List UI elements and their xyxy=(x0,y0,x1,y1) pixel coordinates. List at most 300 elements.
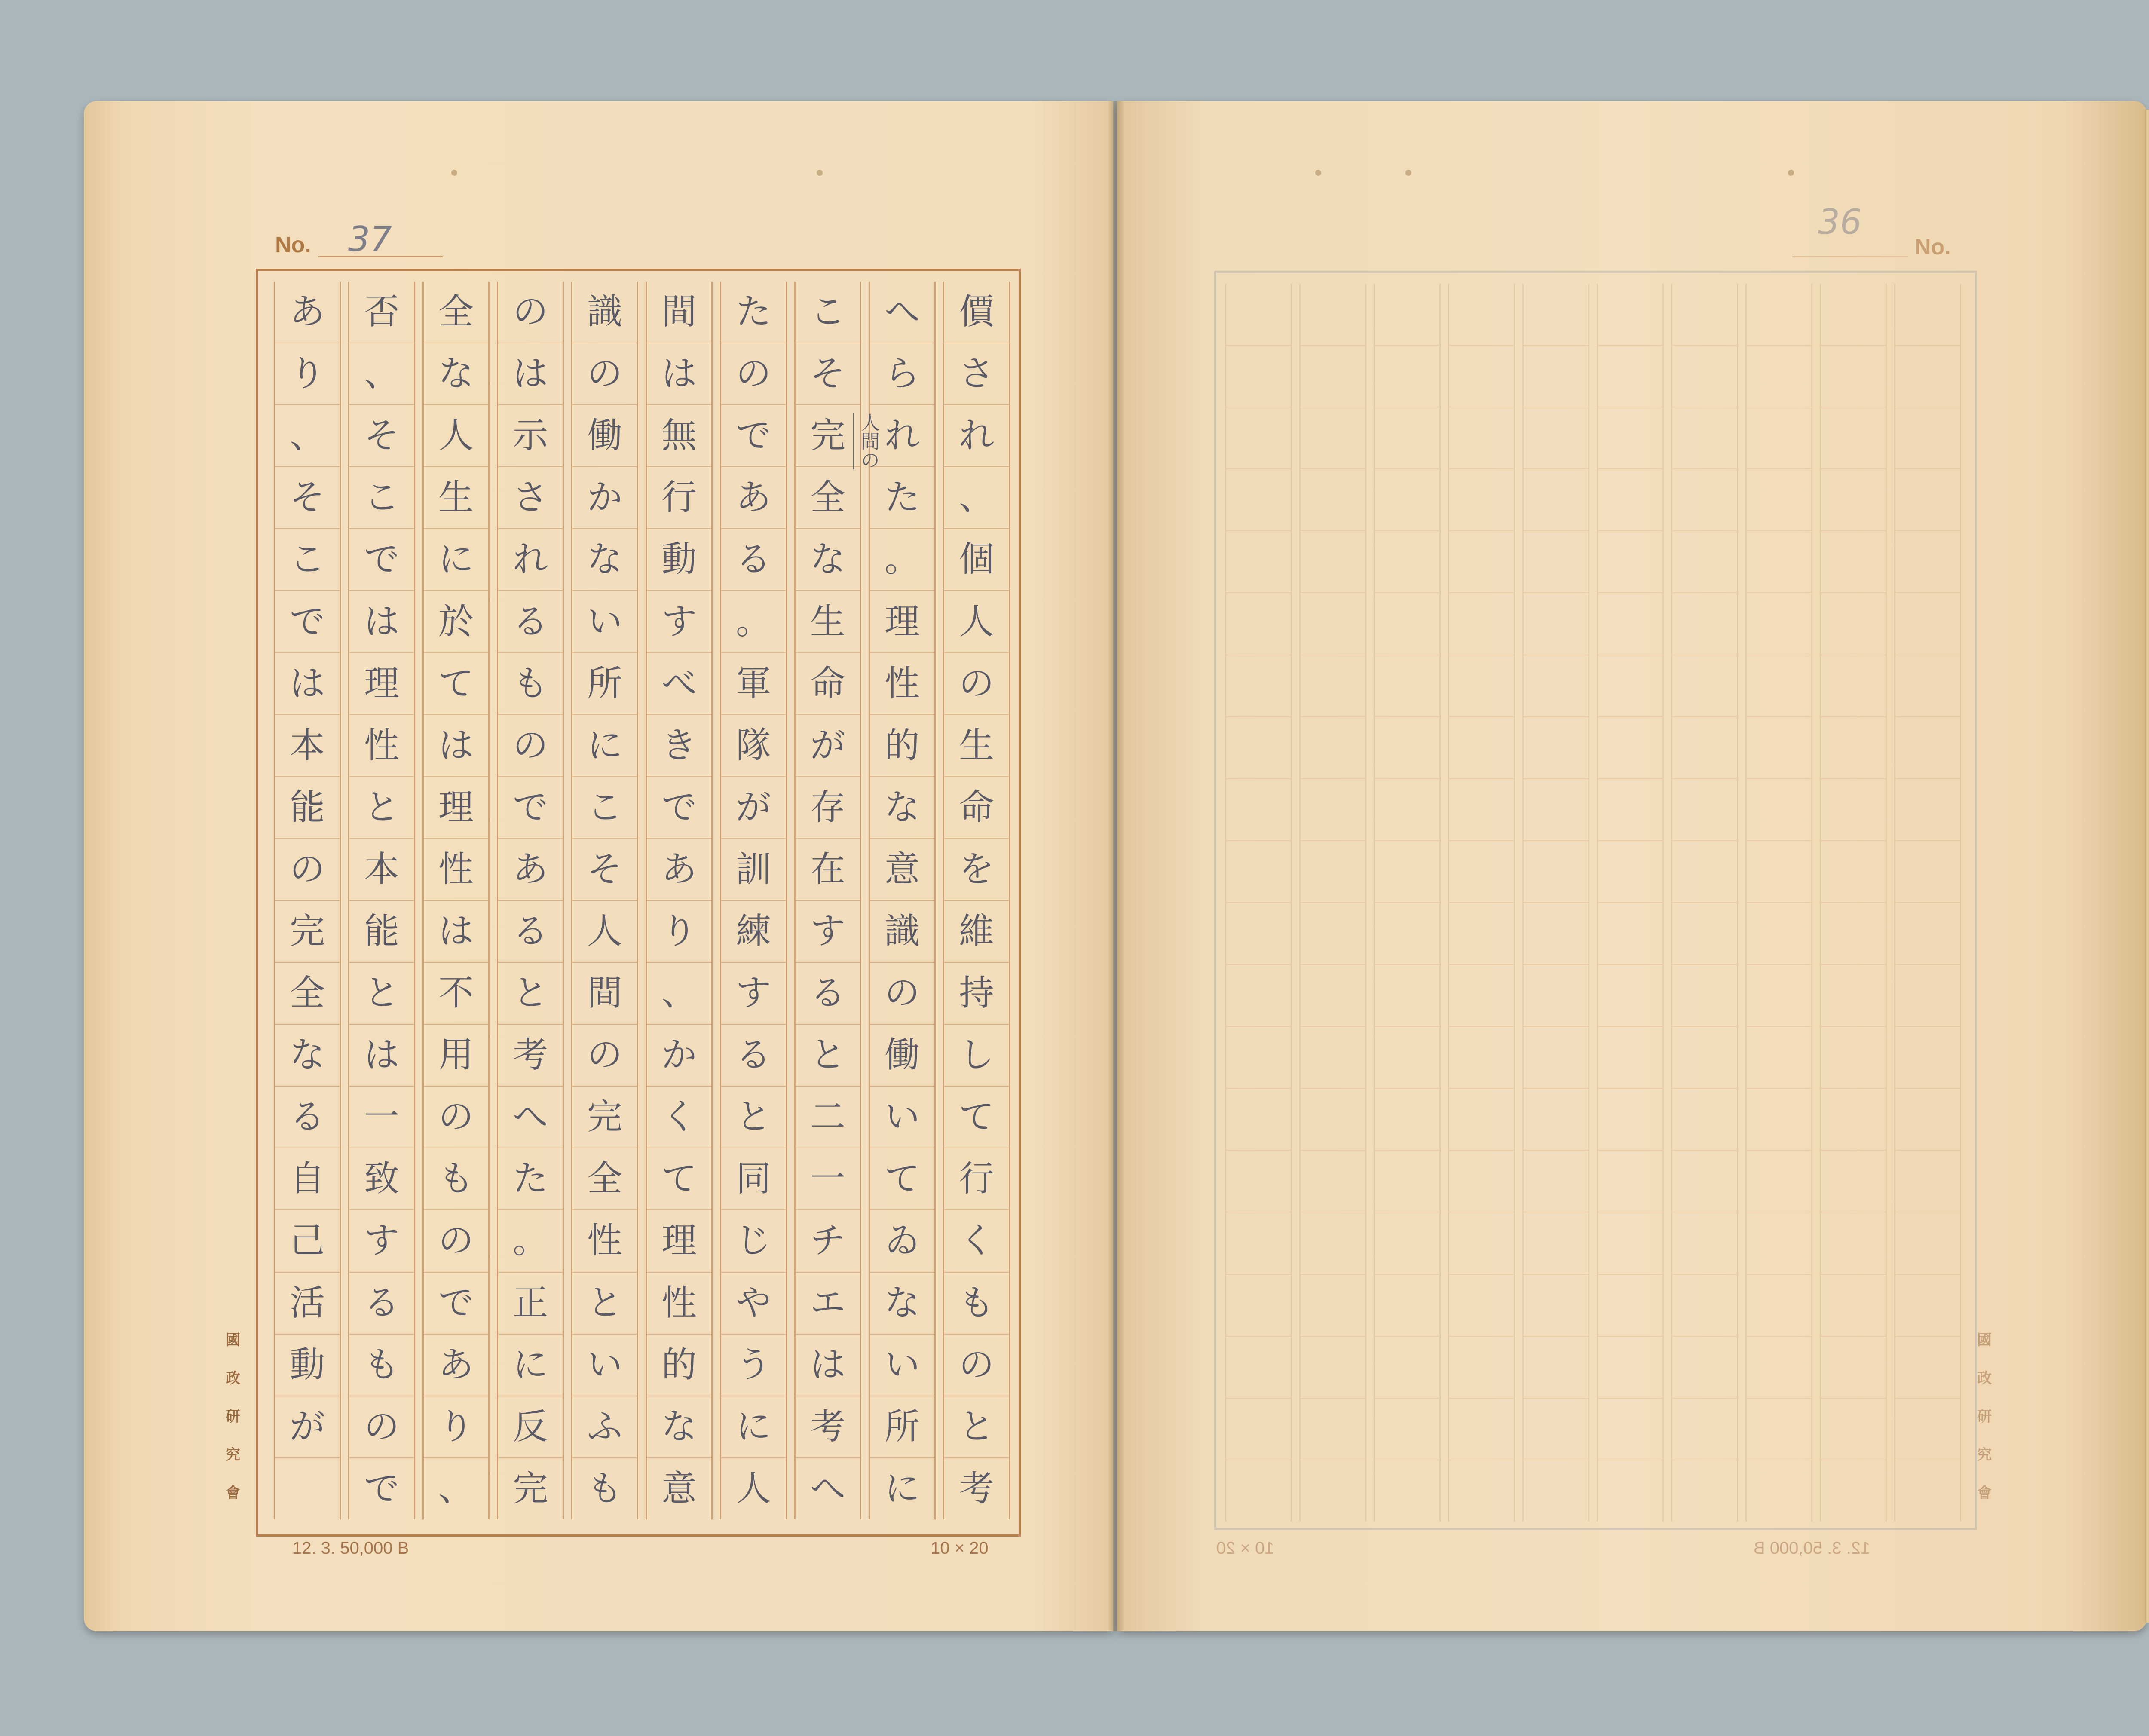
manuscript-cell: の xyxy=(498,715,563,777)
manuscript-cell: の xyxy=(424,1210,488,1272)
manuscript-cell: し xyxy=(944,1025,1009,1087)
manuscript-cell: い xyxy=(870,1335,934,1396)
footer-grid-size-right: 10 × 20 xyxy=(1216,1539,1274,1558)
manuscript-cell: き xyxy=(647,715,711,777)
manuscript-cell: 性 xyxy=(870,653,934,715)
page-number-label-right: No. xyxy=(1915,235,1951,260)
ghost-cell xyxy=(1301,1151,1365,1212)
ghost-cell xyxy=(1375,531,1439,593)
ghost-cell xyxy=(1524,717,1588,779)
ghost-cell xyxy=(1449,655,1514,717)
manuscript-cell: 的 xyxy=(870,715,934,777)
publisher-stamp xyxy=(226,1328,240,1502)
ghost-cell xyxy=(1226,1151,1291,1212)
manuscript-cell: な xyxy=(424,343,488,405)
ghost-cell xyxy=(1895,407,1960,469)
ghost-cell xyxy=(1449,1089,1514,1151)
binding-hole xyxy=(451,170,457,176)
manuscript-cell: の xyxy=(944,1335,1009,1396)
ghost-cell xyxy=(1226,1337,1291,1399)
ghost-cell xyxy=(1672,1089,1737,1151)
ghost-cell xyxy=(1821,1275,1886,1337)
ghost-column xyxy=(1299,284,1366,1522)
manuscript-cell: も xyxy=(424,1148,488,1210)
ghost-cell xyxy=(1598,407,1662,469)
manuscript-cell: り xyxy=(424,1396,488,1458)
page-number-line-right xyxy=(1792,256,1908,257)
ghost-cell xyxy=(1895,717,1960,779)
ghost-cell xyxy=(1598,1275,1662,1337)
manuscript-cell: べ xyxy=(647,653,711,715)
ghost-cell xyxy=(1821,407,1886,469)
ghost-cell xyxy=(1449,284,1514,346)
manuscript-cell: 所 xyxy=(572,653,637,715)
manuscript-cell: 、 xyxy=(647,963,711,1025)
ghost-cell xyxy=(1747,841,1811,903)
ghost-cell xyxy=(1672,1027,1737,1089)
manuscript-cell: 練 xyxy=(721,901,786,963)
manuscript-cell: 一 xyxy=(349,1087,414,1148)
manuscript-cell: も xyxy=(498,653,563,715)
manuscript-cell: 完 xyxy=(572,1087,637,1148)
manuscript-cell: の xyxy=(572,1025,637,1087)
manuscript-cell: 本 xyxy=(349,839,414,901)
manuscript-cell: が xyxy=(796,715,860,777)
manuscript-cell: エ xyxy=(796,1273,860,1335)
manuscript-cell: 活 xyxy=(275,1273,340,1335)
manuscript-cell: と xyxy=(572,1273,637,1335)
ghost-cell xyxy=(1524,407,1588,469)
manuscript-cell: も xyxy=(587,1468,622,1509)
manuscript-cell: 致 xyxy=(349,1148,414,1210)
ghost-cell xyxy=(1821,655,1886,717)
manuscript-cell: 考 xyxy=(498,1025,563,1087)
ghost-cell xyxy=(1672,346,1737,407)
manuscript-cell: で xyxy=(647,777,711,839)
manuscript-cell: と xyxy=(796,1025,860,1087)
manuscript-cell: 二 xyxy=(796,1087,860,1148)
ghost-cell xyxy=(1524,593,1588,655)
ghost-cell xyxy=(1821,1337,1886,1399)
ghost-cell xyxy=(1895,655,1960,717)
ghost-cell xyxy=(1672,284,1737,346)
show-through-columns xyxy=(1225,284,1968,1513)
ghost-cell xyxy=(1672,1151,1737,1212)
manuscript-cell: へ xyxy=(498,1087,563,1148)
manuscript-cell: な xyxy=(870,777,934,839)
ghost-cell xyxy=(1449,1027,1514,1089)
manuscript-cell: は xyxy=(275,653,340,715)
manuscript-cell: あ xyxy=(647,839,711,901)
manuscript-cell: 生 xyxy=(796,591,860,653)
manuscript-cell: 理 xyxy=(870,591,934,653)
manuscript-cell: そ xyxy=(349,405,414,467)
ghost-cell xyxy=(1226,779,1291,841)
ghost-cell xyxy=(1821,593,1886,655)
ghost-cell xyxy=(1375,1399,1439,1460)
ghost-cell xyxy=(1895,1399,1960,1460)
ghost-cell xyxy=(1449,1460,1514,1522)
ghost-cell xyxy=(1821,1460,1886,1522)
ghost-cell xyxy=(1226,717,1291,779)
ghost-column xyxy=(1597,284,1664,1522)
ghost-cell xyxy=(1226,593,1291,655)
manuscript-cell: と xyxy=(721,1087,786,1148)
ghost-cell xyxy=(1821,717,1886,779)
ghost-cell xyxy=(1598,593,1662,655)
ghost-cell xyxy=(1524,284,1588,346)
ghost-cell xyxy=(1226,1275,1291,1337)
manuscript-cell: る xyxy=(349,1273,414,1335)
ghost-cell xyxy=(1598,655,1662,717)
ghost-cell xyxy=(1449,779,1514,841)
ghost-cell xyxy=(1598,284,1662,346)
manuscript-cell: が xyxy=(275,1396,340,1458)
manuscript-cell: 存 xyxy=(796,777,860,839)
manuscript-cell: で xyxy=(275,591,340,653)
ghost-cell xyxy=(1598,903,1662,965)
manuscript-cell: の xyxy=(349,1396,414,1458)
manuscript-cell: 性 xyxy=(647,1273,711,1335)
manuscript-cell: 人 xyxy=(424,405,488,467)
ghost-column xyxy=(1894,284,1961,1522)
ghost-cell xyxy=(1524,779,1588,841)
ghost-cell xyxy=(1301,469,1365,531)
manuscript-cell: あ xyxy=(498,839,563,901)
ghost-cell xyxy=(1895,1089,1960,1151)
footer-print-code: 12. 3. 50,000 B xyxy=(292,1539,409,1558)
manuscript-cell: な xyxy=(870,1273,934,1335)
manuscript-column xyxy=(422,282,490,1519)
manuscript-cell: 本 xyxy=(275,715,340,777)
manuscript-cell: 完 xyxy=(796,405,860,467)
ghost-cell xyxy=(1895,469,1960,531)
ghost-cell xyxy=(1301,346,1365,407)
ghost-cell xyxy=(1598,1151,1662,1212)
ghost-cell xyxy=(1747,779,1811,841)
manuscript-cell: 、 xyxy=(349,343,414,405)
manuscript-cell: 價 xyxy=(944,282,1009,343)
ghost-cell xyxy=(1598,841,1662,903)
manuscript-cell: 在 xyxy=(796,839,860,901)
ghost-cell xyxy=(1747,284,1811,346)
manuscript-cell: そ xyxy=(275,467,340,529)
ghost-cell xyxy=(1375,1151,1439,1212)
ghost-cell xyxy=(1449,965,1514,1027)
ghost-cell xyxy=(1672,531,1737,593)
ghost-cell xyxy=(1449,407,1514,469)
ghost-column xyxy=(1374,284,1441,1522)
stamp-char: 研 xyxy=(226,1408,240,1425)
manuscript-cell: 己 xyxy=(275,1210,340,1272)
ghost-column xyxy=(1745,284,1812,1522)
ghost-cell xyxy=(1895,1212,1960,1274)
ghost-cell xyxy=(1449,1212,1514,1274)
ghost-cell xyxy=(1747,346,1811,407)
manuscript-cell: へ xyxy=(810,1468,845,1509)
ghost-cell xyxy=(1598,1027,1662,1089)
manuscript-cell: じ xyxy=(721,1210,786,1272)
page-number-value-right: 36 xyxy=(1818,202,1862,242)
manuscript-cell: 意 xyxy=(661,1468,697,1509)
manuscript-cell: は xyxy=(498,343,563,405)
ghost-cell xyxy=(1747,1399,1811,1460)
ghost-cell xyxy=(1598,1337,1662,1399)
manuscript-cell: 一 xyxy=(796,1148,860,1210)
manuscript-cell: と xyxy=(944,1396,1009,1458)
ghost-cell xyxy=(1449,469,1514,531)
manuscript-column xyxy=(943,282,1010,1519)
ghost-cell xyxy=(1895,284,1960,346)
manuscript-cell: す xyxy=(349,1210,414,1272)
manuscript-cell: 。 xyxy=(721,591,786,653)
ghost-cell xyxy=(1375,1337,1439,1399)
ghost-cell xyxy=(1672,1399,1737,1460)
ghost-cell xyxy=(1301,1275,1365,1337)
manuscript-cell: と xyxy=(349,963,414,1025)
manuscript-cell: 全 xyxy=(796,467,860,529)
binding-hole xyxy=(1315,170,1321,176)
ghost-cell xyxy=(1598,346,1662,407)
manuscript-cell: 的 xyxy=(647,1335,711,1396)
manuscript-cell: で xyxy=(349,529,414,591)
manuscript-cell: は xyxy=(349,591,414,653)
ghost-cell xyxy=(1672,903,1737,965)
stamp-char: 究 xyxy=(1977,1446,1992,1464)
ghost-cell xyxy=(1747,1151,1811,1212)
manuscript-cell: や xyxy=(721,1273,786,1335)
ghost-cell xyxy=(1821,903,1886,965)
ghost-cell xyxy=(1375,717,1439,779)
manuscript-cell: 所 xyxy=(870,1396,934,1458)
ghost-cell xyxy=(1598,1460,1662,1522)
manuscript-cell: す xyxy=(647,591,711,653)
ghost-cell xyxy=(1672,655,1737,717)
manuscript-cell: は xyxy=(424,901,488,963)
ghost-cell xyxy=(1226,841,1291,903)
ghost-cell xyxy=(1449,531,1514,593)
ghost-cell xyxy=(1895,1275,1960,1337)
ghost-cell xyxy=(1524,1151,1588,1212)
manuscript-cell: の xyxy=(498,282,563,343)
ghost-cell xyxy=(1301,593,1365,655)
publisher-stamp-right xyxy=(1977,1328,1992,1502)
ghost-column xyxy=(1448,284,1515,1522)
ghost-cell xyxy=(1524,1089,1588,1151)
page-number-label: No. xyxy=(275,233,311,257)
manuscript-cell: て xyxy=(647,1148,711,1210)
manuscript-cell: れ xyxy=(870,405,934,467)
ghost-cell xyxy=(1226,965,1291,1027)
manuscript-cell: う xyxy=(721,1335,786,1396)
ghost-cell xyxy=(1226,407,1291,469)
ghost-cell xyxy=(1226,469,1291,531)
ghost-column xyxy=(1522,284,1589,1522)
manuscript-cell: 不 xyxy=(424,963,488,1025)
ghost-cell xyxy=(1449,903,1514,965)
ghost-cell xyxy=(1301,965,1365,1027)
manuscript-cell: 。 xyxy=(498,1210,563,1272)
ghost-cell xyxy=(1301,1337,1365,1399)
ghost-cell xyxy=(1375,407,1439,469)
ghost-cell xyxy=(1598,531,1662,593)
manuscript-cell: こ xyxy=(275,529,340,591)
ghost-cell xyxy=(1226,1027,1291,1089)
ghost-cell xyxy=(1449,1151,1514,1212)
manuscript-cell: て xyxy=(870,1148,934,1210)
manuscript-cell: 識 xyxy=(572,282,637,343)
manuscript-cell: 人 xyxy=(944,591,1009,653)
ghost-cell xyxy=(1821,1151,1886,1212)
ghost-cell xyxy=(1226,284,1291,346)
manuscript-cell: の xyxy=(870,963,934,1025)
ghost-cell xyxy=(1301,1460,1365,1522)
ghost-cell xyxy=(1672,1275,1737,1337)
manuscript-cell: す xyxy=(796,901,860,963)
binding-hole xyxy=(1405,170,1411,176)
manuscript-cell: い xyxy=(572,1335,637,1396)
ghost-cell xyxy=(1747,903,1811,965)
binding-hole xyxy=(817,170,823,176)
manuscript-cell: チ xyxy=(796,1210,860,1272)
manuscript-cell: あ xyxy=(424,1335,488,1396)
ghost-cell xyxy=(1895,1337,1960,1399)
manuscript-cell: 持 xyxy=(944,963,1009,1025)
ghost-cell xyxy=(1524,841,1588,903)
manuscript-cell: 示 xyxy=(498,405,563,467)
ghost-column xyxy=(1225,284,1292,1522)
manuscript-cell: あ xyxy=(275,282,340,343)
manuscript-column xyxy=(720,282,787,1519)
manuscript-cell: 、 xyxy=(944,467,1009,529)
manuscript-cell: る xyxy=(721,1025,786,1087)
stamp-char: 國 xyxy=(1977,1332,1992,1349)
manuscript-cell: れ xyxy=(498,529,563,591)
manuscript-cell: る xyxy=(796,963,860,1025)
ghost-cell xyxy=(1449,841,1514,903)
ghost-cell xyxy=(1301,407,1365,469)
manuscript-cell: 動 xyxy=(275,1335,340,1396)
manuscript-cell: 性 xyxy=(349,715,414,777)
binding-hole xyxy=(1788,170,1794,176)
ghost-cell xyxy=(1375,284,1439,346)
ghost-cell xyxy=(1672,1460,1737,1522)
ghost-cell xyxy=(1226,1399,1291,1460)
ghost-cell xyxy=(1895,593,1960,655)
manuscript-cell: 完 xyxy=(275,901,340,963)
manuscript-cell: す xyxy=(721,963,786,1025)
manuscript-cell: 人 xyxy=(572,901,637,963)
manuscript-cell: な xyxy=(572,529,637,591)
manuscript-cell: か xyxy=(647,1025,711,1087)
stamp-char: 政 xyxy=(1977,1370,1992,1387)
manuscript-column xyxy=(348,282,415,1519)
ghost-cell xyxy=(1375,1027,1439,1089)
stamp-char: 研 xyxy=(1977,1408,1992,1425)
ghost-cell xyxy=(1301,1212,1365,1274)
manuscript-cell: 。 xyxy=(870,529,934,591)
manuscript-cell: の xyxy=(721,343,786,405)
manuscript-cell: こ xyxy=(796,282,860,343)
manuscript-cell: 人 xyxy=(735,1468,771,1509)
ghost-cell xyxy=(1301,903,1365,965)
manuscript-cell: ら xyxy=(870,343,934,405)
manuscript-cell: と xyxy=(349,777,414,839)
ghost-cell xyxy=(1747,1089,1811,1151)
manuscript-cell: 、 xyxy=(438,1468,474,1509)
manuscript-cell: さ xyxy=(944,343,1009,405)
manuscript-cell: 軍 xyxy=(721,653,786,715)
stamp-char: 國 xyxy=(226,1332,240,1349)
manuscript-cell: れ xyxy=(944,405,1009,467)
stamp-char: 會 xyxy=(1977,1485,1992,1502)
ghost-cell xyxy=(1524,965,1588,1027)
ghost-cell xyxy=(1821,1212,1886,1274)
manuscript-cell: 於 xyxy=(424,591,488,653)
ghost-cell xyxy=(1672,593,1737,655)
ghost-cell xyxy=(1301,1399,1365,1460)
manuscript-cell: て xyxy=(944,1087,1009,1148)
manuscript-cell: 能 xyxy=(275,777,340,839)
ghost-cell xyxy=(1375,841,1439,903)
ghost-cell xyxy=(1598,469,1662,531)
ghost-cell xyxy=(1375,1275,1439,1337)
manuscript-columns xyxy=(266,282,1010,1519)
manuscript-cell: こ xyxy=(572,777,637,839)
manuscript-cell: に xyxy=(884,1468,920,1509)
ghost-cell xyxy=(1672,965,1737,1027)
ghost-cell xyxy=(1375,346,1439,407)
manuscript-cell: た xyxy=(721,282,786,343)
ghost-cell xyxy=(1375,469,1439,531)
manuscript-cell: 働 xyxy=(572,405,637,467)
ghost-cell xyxy=(1301,1089,1365,1151)
ghost-cell xyxy=(1747,1212,1811,1274)
ghost-cell xyxy=(1747,1460,1811,1522)
ghost-cell xyxy=(1301,655,1365,717)
ghost-cell xyxy=(1747,655,1811,717)
manuscript-cell: ふ xyxy=(572,1396,637,1458)
ghost-column xyxy=(1820,284,1887,1522)
manuscript-cell: を xyxy=(944,839,1009,901)
ghost-cell xyxy=(1375,1460,1439,1522)
ghost-cell xyxy=(1524,1460,1588,1522)
ghost-cell xyxy=(1598,717,1662,779)
ghost-cell xyxy=(1301,779,1365,841)
manuscript-cell: 性 xyxy=(424,839,488,901)
manuscript-cell: 考 xyxy=(796,1396,860,1458)
manuscript-cell: た xyxy=(870,467,934,529)
manuscript-cell: は xyxy=(796,1335,860,1396)
ghost-cell xyxy=(1449,1337,1514,1399)
manuscript-cell: 生 xyxy=(424,467,488,529)
manuscript-column xyxy=(497,282,564,1519)
manuscript-cell: 動 xyxy=(647,529,711,591)
ghost-cell xyxy=(1672,841,1737,903)
manuscript-cell: り xyxy=(647,901,711,963)
manuscript-cell: こ xyxy=(349,467,414,529)
manuscript-cell: た xyxy=(498,1148,563,1210)
manuscript-cell: く xyxy=(647,1087,711,1148)
ghost-cell xyxy=(1672,1212,1737,1274)
ghost-column xyxy=(1671,284,1738,1522)
manuscript-cell: そ xyxy=(572,839,637,901)
ghost-cell xyxy=(1895,1027,1960,1089)
manuscript-column xyxy=(646,282,713,1519)
ghost-cell xyxy=(1672,717,1737,779)
ghost-cell xyxy=(1226,1460,1291,1522)
ghost-cell xyxy=(1449,1275,1514,1337)
